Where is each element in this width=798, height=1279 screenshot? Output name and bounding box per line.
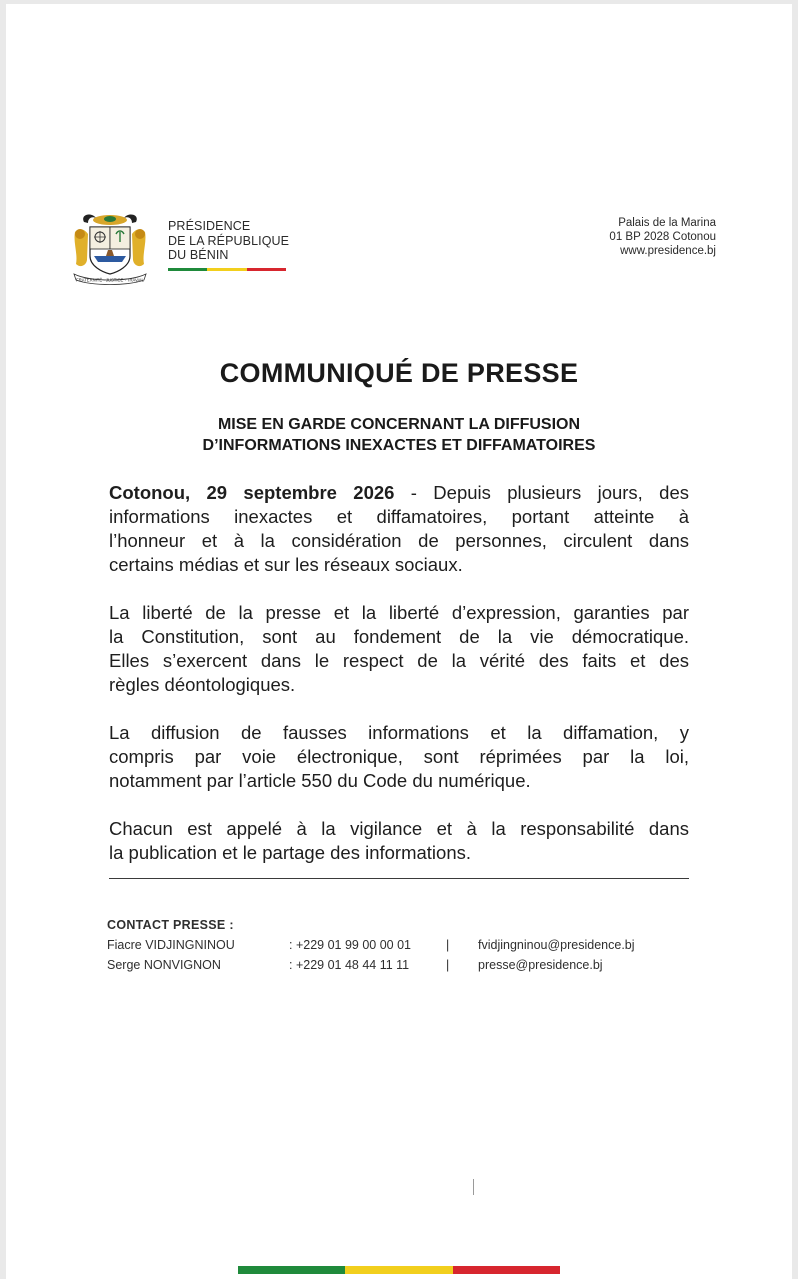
paragraph-line: La liberté de la presse et la liberté d’expression, garanties par bbox=[109, 602, 689, 623]
paragraph-2 bbox=[109, 601, 689, 697]
address-line-2: 01 BP 2028 Cotonou bbox=[609, 231, 716, 243]
flag-red-stripe bbox=[247, 268, 286, 271]
paragraph-line: l’honneur et à la considération de personnes, circulent dans bbox=[109, 530, 689, 551]
contact-phone[interactable]: : +229 01 48 44 11 11 bbox=[289, 958, 410, 972]
communique-body bbox=[109, 481, 689, 889]
contact-name: Fiacre VIDJINGNINOU bbox=[107, 938, 235, 952]
institution-line-2: DE LA RÉPUBLIQUE bbox=[168, 233, 290, 248]
footer-red-stripe bbox=[453, 1266, 560, 1274]
subtitle-line-1: MISE EN GARDE CONCERNANT LA DIFFUSION bbox=[217, 416, 581, 433]
institution-name bbox=[168, 219, 289, 263]
address-line-1: Palais de la Marina bbox=[618, 217, 716, 229]
contact-email[interactable]: presse@presidence.bj bbox=[478, 958, 603, 972]
contact-row bbox=[107, 935, 635, 955]
paragraph-line: La diffusion de fausses informations et la diffamation, y bbox=[109, 722, 689, 743]
paragraph-line: Chacun est appelé à la vigilance et à la responsabilité dans bbox=[109, 818, 689, 839]
paragraph-line: Elles s’exercent dans le respect de la vérité des faits et des bbox=[109, 650, 689, 671]
contact-phone[interactable]: : +229 01 99 00 00 01 bbox=[289, 938, 411, 952]
flag-green-stripe bbox=[168, 268, 207, 271]
press-contact-block bbox=[107, 918, 635, 975]
paragraph-line: la publication et le partage des informations. bbox=[109, 842, 471, 863]
press-release-page bbox=[6, 4, 792, 1279]
page-mark bbox=[473, 1179, 474, 1195]
paragraph-line: certains médias et sur les réseaux sociaux. bbox=[109, 554, 463, 575]
paragraph-line: Cotonou, 29 septembre 2026 - Depuis plusieurs jours, des bbox=[109, 482, 689, 503]
contact-heading: CONTACT PRESSE : bbox=[107, 918, 234, 932]
website-link[interactable]: www.presidence.bj bbox=[620, 245, 716, 257]
paragraph-line: notamment par l’article 550 du Code du numérique. bbox=[109, 770, 531, 791]
coat-of-arms-logo bbox=[70, 210, 150, 286]
institution-line-3: DU BÉNIN bbox=[168, 248, 229, 262]
paragraph-line: la Constitution, sont au fondement de la vie démocratique. bbox=[109, 626, 689, 647]
document-subtitle bbox=[6, 414, 792, 456]
flag-yellow-stripe bbox=[207, 268, 246, 271]
svg-text:FRATERNITÉ · JUSTICE · TRAVAIL: FRATERNITÉ · JUSTICE · TRAVAIL bbox=[76, 277, 144, 283]
contact-separator: | bbox=[446, 958, 450, 972]
contact-row bbox=[107, 955, 635, 975]
footer-yellow-stripe bbox=[345, 1266, 452, 1274]
section-divider bbox=[109, 878, 689, 879]
paragraph-line: informations inexactes et diffamatoires, portant atteinte à bbox=[109, 506, 689, 527]
dateline: Cotonou, 29 septembre 2026 bbox=[109, 482, 395, 503]
contact-separator: | bbox=[446, 938, 450, 952]
contact-name: Serge NONVIGNON bbox=[107, 958, 221, 972]
paragraph-4 bbox=[109, 817, 689, 865]
institution-line-1: PRÉSIDENCE bbox=[168, 219, 251, 233]
paragraph-3 bbox=[109, 721, 689, 793]
document-title: COMMUNIQUÉ DE PRESSE bbox=[219, 358, 579, 388]
subtitle-line-2: D’INFORMATIONS INEXACTES ET DIFFAMATOIRES bbox=[202, 437, 596, 454]
contact-email[interactable]: fvidjingninou@presidence.bj bbox=[478, 938, 635, 952]
footer-flag-bar bbox=[238, 1266, 560, 1274]
flag-color-bar bbox=[168, 268, 286, 271]
paragraph-1 bbox=[109, 481, 689, 577]
address-block bbox=[609, 216, 716, 258]
paragraph-line: règles déontologiques. bbox=[109, 674, 296, 695]
paragraph-line: compris par voie électronique, sont réprimées par la loi, bbox=[109, 746, 689, 767]
footer-green-stripe bbox=[238, 1266, 345, 1274]
